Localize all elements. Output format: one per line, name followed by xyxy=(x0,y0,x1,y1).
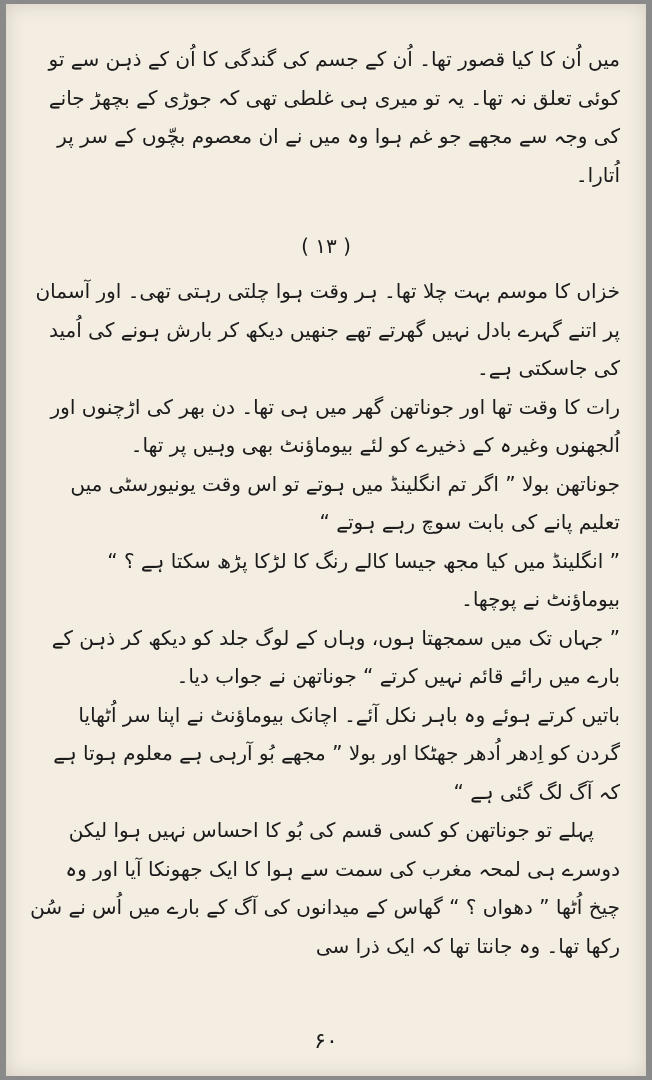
paragraph: خزاں کا موسم بہت چلا تھا۔ ہر وقت ہوا چلتی رہتی تھی۔ اور آسمان پر اتنے گہرے بادل نہیں گھرتے تھے جنھیں دیکھ کر بارش ہونے کی اُمید کی جاسکتی ہے۔ xyxy=(35,279,620,380)
book-page xyxy=(6,4,646,1076)
paragraph: رات کا وقت تھا اور جوناتھن گھر میں ہی تھا۔ دن بھر کی اڑچنوں اور اُلجھنوں وغیرہ کے ذخیرے کو لئے بیوماؤنٹ بھی وہیں پر تھا۔ xyxy=(50,394,620,457)
paragraph: ” جہاں تک میں سمجھتا ہوں، وہاں کے لوگ جلد کو دیکھ کر ذہن کے بارے میں رائے قائم نہیں کرتے “ جوناتھن نے جواب دیا۔ xyxy=(51,625,620,688)
previous-chapter-ending xyxy=(30,40,620,194)
paragraph: پہلے تو جوناتھن کو کسی قسم کی بُو کا احساس نہیں ہوا لیکن دوسرے ہی لمحہ مغرب کی سمت سے ہوا کا ایک جھونکا آیا اور وہ چیخ اُٹھا ” دھواں ؟ “ گھاس کے میدانوں کی آگ کے بارے میں اُس نے سُن رکھا تھا۔ وہ جانتا تھا کہ ایک ذرا سی xyxy=(30,818,620,958)
chapter-body xyxy=(30,272,620,965)
chapter-number: ( ۱۳ ) xyxy=(301,234,351,258)
page-number: ۶۰ xyxy=(314,1029,338,1054)
paragraph: ” انگلینڈ میں کیا مجھ جیسا کالے رنگ کا لڑکا پڑھ سکتا ہے ؟ “ بیوماؤنٹ نے پوچھا۔ xyxy=(107,548,620,611)
paragraph: جوناتھن بولا ” اگر تم انگلینڈ میں ہوتے تو اس وقت یونیورسٹی میں تعلیم پانے کی بابت سوچ رہے ہوتے “ xyxy=(70,471,620,534)
paragraph: باتیں کرتے ہوئے وہ باہر نکل آئے۔ اچانک بیوماؤنٹ نے اپنا سر اُٹھایا گردن کو اِدھر اُدھر جھٹکا اور بولا ” مجھے بُو آرہی ہے معلوم ہوتا ہے کہ آگ لگ گئی ہے “ xyxy=(53,702,620,804)
paragraph: میں اُن کا کیا قصور تھا۔ اُن کے جسم کی گندگی کا اُن کے ذہن سے تو کوئی تعلق نہ تھا۔ یہ تو میری ہی غلطی تھی کہ جوڑی کے بچھڑ جانے کی وجہ سے مجھے جو غم ہوا وہ میں نے ان معصوم بچّوں کے سر پر اُتارا۔ xyxy=(48,47,620,187)
